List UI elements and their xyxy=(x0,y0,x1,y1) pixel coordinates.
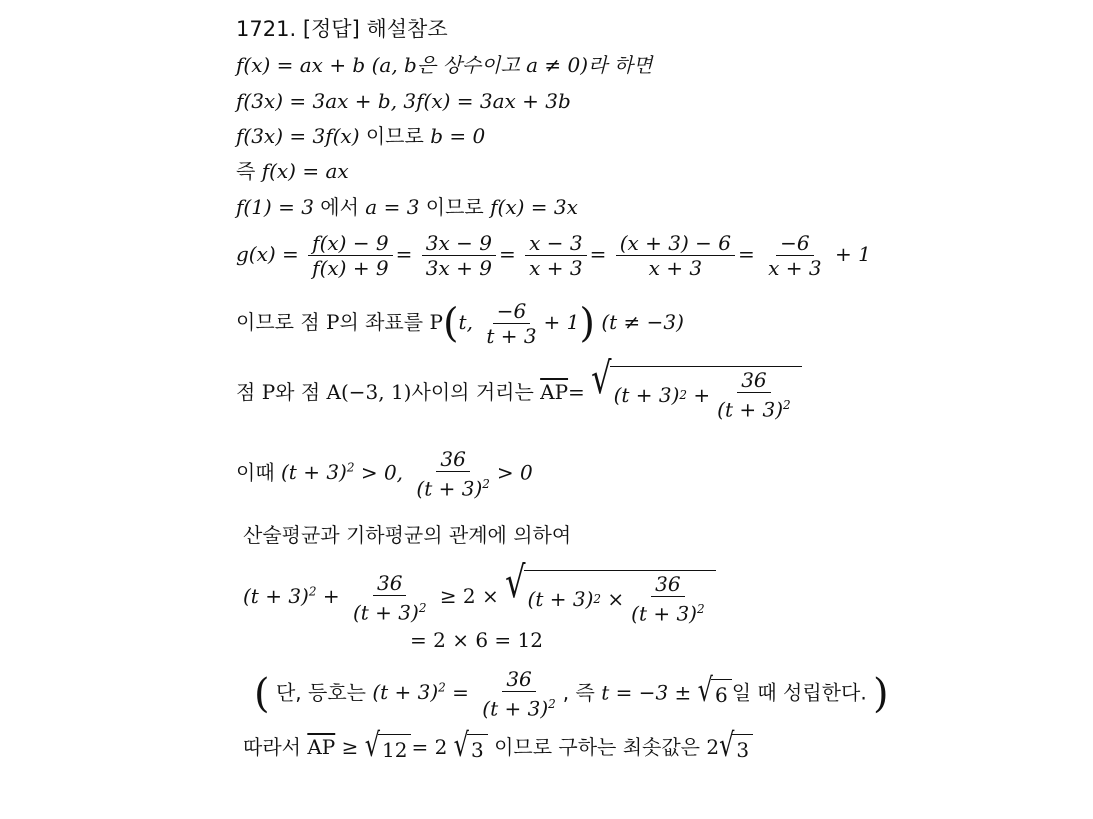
geq: ≥ xyxy=(341,735,359,759)
equation: = 2 × 6 = 12 xyxy=(410,628,543,652)
right-paren: ) xyxy=(579,300,595,347)
korean-text: 이므로 xyxy=(425,195,484,219)
answer-text: 해설참조 xyxy=(366,17,448,41)
segment-ap: $\overline{AP}$ xyxy=(307,735,336,759)
equation: ≥ 2 × xyxy=(439,583,499,608)
line-f3x xyxy=(236,88,571,114)
korean-text: 와 점 xyxy=(275,379,321,404)
line-a-three xyxy=(236,194,578,220)
left-paren: ( xyxy=(442,300,459,347)
point-label: P xyxy=(261,379,276,404)
fraction: $\frac{x - 3}{x + 3}$ xyxy=(525,232,586,279)
fraction: $\frac{36}{(t + 3)^2}$ xyxy=(717,368,791,422)
equation: > 0 xyxy=(496,460,533,485)
equals: = xyxy=(452,680,469,705)
line-b-zero xyxy=(236,123,485,149)
equation: f(x) = 3x xyxy=(490,195,578,219)
korean-text: 즉 xyxy=(236,159,256,183)
right-paren: ) xyxy=(873,670,889,717)
equation: f(3x) = 3f(x) xyxy=(236,124,360,148)
equals: = xyxy=(568,379,585,404)
line-am-gm xyxy=(243,522,571,548)
equation: + 1 xyxy=(834,242,871,266)
equation: g(x) = xyxy=(236,242,299,266)
plus: + xyxy=(322,583,340,608)
fraction: $\frac{36}{(t + 3)^2}$ xyxy=(416,447,490,501)
equation: f(1) = 3 xyxy=(236,195,314,219)
line-positive xyxy=(236,448,533,500)
line-inequality xyxy=(243,556,716,626)
equation: a = 3 xyxy=(365,195,420,219)
equation: b = 0 xyxy=(430,124,486,148)
equation: 2 xyxy=(706,735,720,759)
fraction: $\frac{36}{(t + 3)^2}$ xyxy=(631,572,705,626)
equation-text: f(x) = ax + b (a, b은 상수이고 a ≠ 0)라 하면 xyxy=(236,53,653,77)
korean-text: 사이의 거리는 xyxy=(411,379,534,404)
fraction: $\frac{f(x) - 9}{f(x) + 9}$ xyxy=(308,232,392,279)
korean-text: 점 xyxy=(236,379,256,404)
equation: $(t + 3)^2$ xyxy=(281,460,355,485)
equation: + 1 xyxy=(543,310,580,334)
fraction: $\frac{-6}{x + 3}$ xyxy=(768,231,822,280)
segment-ap: $\overline{AP}$ xyxy=(540,379,569,404)
korean-text: 단, 등호는 xyxy=(275,680,366,705)
line-gx: g(x) = $\frac{f(x) - 9}{f(x) + 9}$ = $\frac{3x - 9}{3x + 9}$ = $\frac{x - 3}{x + 3}$ = $\frac{(x + 3) - 6}{x + 3}$ = $\frac{-6}{x + 3}$ + 1 xyxy=(236,231,871,280)
square-root: √ 6 xyxy=(698,679,732,708)
equation-text: f(3x) = 3ax + b, 3f(x) = 3ax + 3b xyxy=(236,89,571,113)
equation: $(t + 3)^2$ xyxy=(372,680,446,705)
square-root: √ (t + 3) 2 + $\frac{36}{(t + 3)^2}$ xyxy=(591,366,801,421)
problem-header xyxy=(236,16,448,42)
answer-label: [정답] xyxy=(302,17,360,41)
line-point-p xyxy=(236,300,684,347)
square-root: √ 12 xyxy=(365,734,412,763)
korean-text: 에서 xyxy=(320,195,359,219)
korean-text: 이때 xyxy=(236,460,275,485)
korean-text: 이므로 xyxy=(365,124,424,148)
line-assume-linear xyxy=(236,52,652,78)
line-distance xyxy=(236,352,802,422)
square-root: √ 3 xyxy=(719,734,753,763)
line-equality-condition xyxy=(254,668,889,720)
equation: (t ≠ −3) xyxy=(601,310,684,334)
equation: $(t + 3)^2$ xyxy=(243,583,317,608)
equation: f(x) = ax xyxy=(261,159,349,183)
korean-text: 의 좌표를 xyxy=(339,310,424,334)
line-result-12 xyxy=(410,627,543,653)
line-conclusion xyxy=(243,726,753,765)
square-root: √ (t + 3) 2 × $\frac{36}{(t + 3)^2}$ xyxy=(505,570,715,625)
equation: t, xyxy=(458,310,473,334)
square-root: √ 3 xyxy=(454,734,488,763)
problem-number: 1721. xyxy=(236,17,297,41)
korean-text: , 즉 xyxy=(562,680,595,705)
equation: > 0, xyxy=(360,460,404,485)
fraction: $\frac{-6}{t + 3}$ xyxy=(486,299,537,348)
korean-text: 따라서 xyxy=(243,735,301,759)
fraction: $\frac{3x - 9}{3x + 9}$ xyxy=(422,232,496,279)
point-label: P xyxy=(326,310,340,334)
line-f-ax xyxy=(236,158,349,184)
equation: t = −3 ± xyxy=(601,680,692,705)
korean-text: 이므로 구하는 최솟값은 xyxy=(494,735,700,759)
point-coords: A(−3, 1) xyxy=(326,379,412,404)
korean-text: 이므로 점 xyxy=(236,310,320,334)
left-paren: ( xyxy=(254,670,270,717)
point-label: P xyxy=(429,310,443,334)
equation: = 2 xyxy=(411,735,448,759)
fraction: $\frac{36}{(t + 3)^2}$ xyxy=(482,667,556,721)
fraction: $\frac{36}{(t + 3)^2}$ xyxy=(352,570,427,625)
korean-text: 산술평균과 기하평균의 관계에 의하여 xyxy=(243,523,572,547)
korean-text: 일 때 성립한다. xyxy=(731,680,867,705)
fraction: $\frac{(x + 3) - 6}{x + 3}$ xyxy=(616,232,735,279)
